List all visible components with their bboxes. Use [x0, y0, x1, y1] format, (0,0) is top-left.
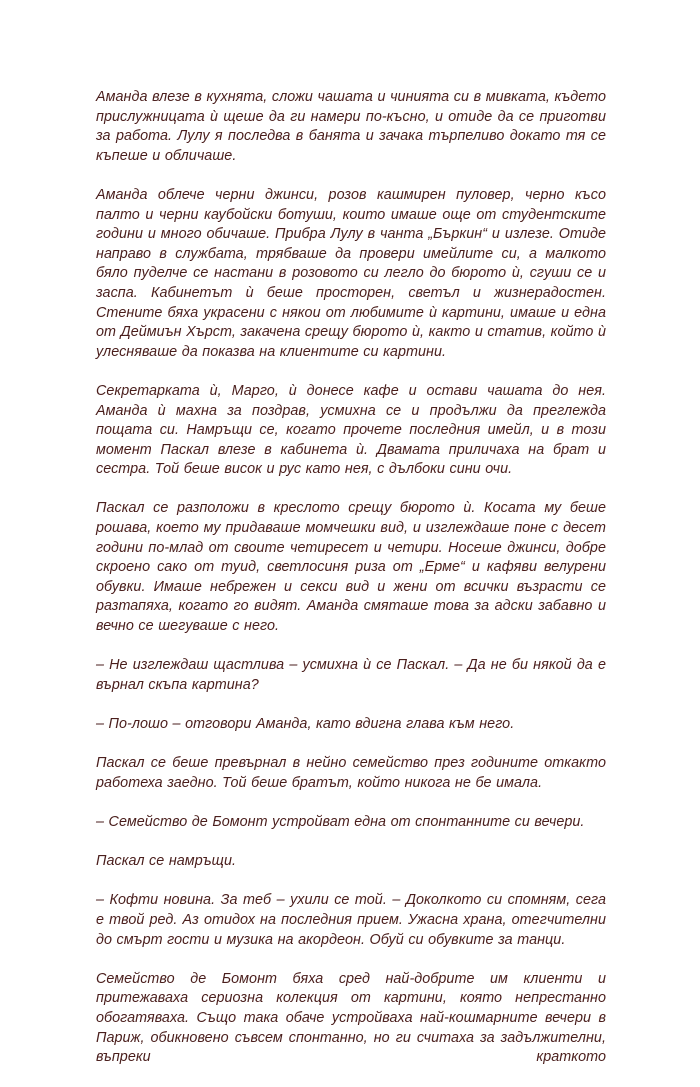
paragraph-11: Семейство де Бомонт бяха сред най-добрите им клиенти и притежаваха сериозна колекция от картини, която непрестанно обогатяваха. Също така обаче устройваха най-кошмарните вечери в Париж, обикновено съвсем спонтанно, но ги считаха за задължителни, въпреки краткото [96, 970, 606, 1066]
paragraph-1: Аманда влезе в кухнята, сложи чашата и чинията си в мивката, където прислужницата ѝ щеше да ги намери по-късно, и отиде да се приготви за работа. Лулу я последва в банята и зачака търпеливо докато тя се къпеше и обличаше. [96, 89, 606, 164]
paragraph-6: – По-лошо – отговори Аманда, като вдигна глава към него. [96, 716, 515, 732]
paragraph-4: Паскал се разположи в креслото срещу бюрото ѝ. Косата му беше рошава, което му придаваше момчешки вид, и изглеждаше поне с десет години по-млад от своите четиресет и четири. Носеше джинси, добре скроено сако от туид, светлосиня риза от „Ерме“ и кафяви велурени обувки. Имаше небрежен и секси вид и жени от всички възрасти се разтапяха, когато го видят. Аманда смяташе това за адски забавно и вечно се шегуваше с него. [96, 500, 606, 635]
paragraph-8: – Семейство де Бомонт устройват една от спонтанните си вечери. [96, 813, 585, 830]
paragraph-2: Аманда облече черни джинси, розов кашмирен пуловер, черно късо палто и черни каубойски ботуши, които имаше още от студентските години и много обичаше. Прибра Лулу в чанта „Бъркин“ и излезе. Отиде направо в службата, трябваше да провери имейлите си, а малкото бяло пуделче се настани в розовото си легло до бюрото ѝ, сгуши се и заспа. Кабинетът ѝ беше просторен, светъл и жизнерадостен. Стените бяха украсени с някои от любимите ѝ картини, имаше и една от Деймиън Хърст, закачена срещу бюрото ѝ, както и статив, който ѝ улесняваше да показва на клиентите си картини. [96, 186, 606, 360]
paragraph-10: – Кофти новина. За теб – ухили се той. – Доколкото си спомням, сега е твой ред. Аз отидох на последния прием. Ужасна храна, отегчителни до смърт гости и музика на акордеон. Обуй си обувките за танци. [96, 892, 606, 948]
body-text [96, 88, 606, 1087]
paragraph-7: Паскал се беше превърнал в нейно семейство през годините откакто работеха заедно. Той беше братът, който никога не бе имала. [96, 755, 606, 791]
paragraph-9: Паскал се намръщи. [96, 853, 237, 870]
paragraph-3: Секретарката ѝ, Марго, ѝ донесе кафе и остави чашата до нея. Аманда ѝ махна за поздрав, усмихна се и продължи да преглежда пощата си. Намръщи се, когато прочете последния имейл, и в този момент Паскал влезе в кабинета ѝ. Двамата приличаха на брат и сестра. Той беше висок и рус като нея, с дълбоки сини очи. [96, 382, 606, 478]
paragraph-5: – Не изглеждаш щастлива – усмихна ѝ се Паскал. – Да не би някой да е върнал скъпа картина? [96, 657, 606, 693]
